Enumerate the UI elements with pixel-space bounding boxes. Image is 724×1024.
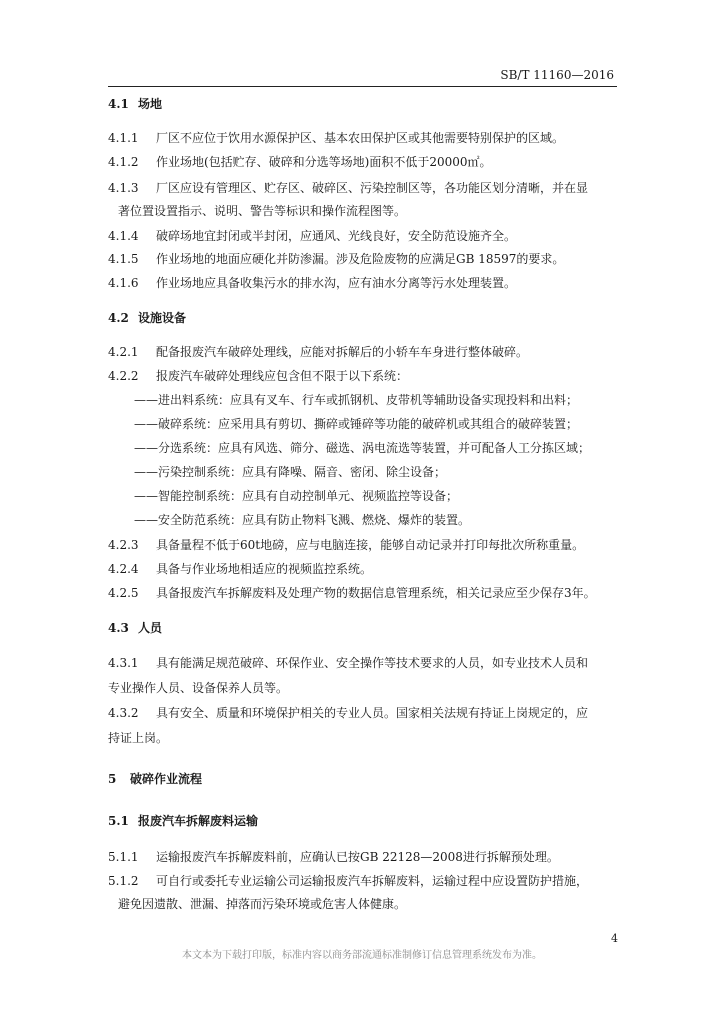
clause-continuation: 持证上岗。 [108, 731, 169, 745]
footer-note: 本文本为下载打印版，标准内容以商务部流通标准制修订信息管理系统发布为准。 [182, 950, 542, 961]
system-item: ——污染控制系统：应具有降噪、隔音、密闭、除尘设备； [134, 465, 447, 479]
system-item: ——破碎系统：应采用具有剪切、撕碎或锤碎等功能的破碎机或其组合的破碎装置； [134, 417, 579, 431]
system-item: ——分选系统：应具有风选、筛分、磁选、涡电流选等装置，并可配备人工分拣区域； [134, 441, 591, 455]
system-item: ——进出料系统：应具有叉车、行车或抓钢机、皮带机等辅助设备实现投料和出料； [134, 393, 579, 407]
clause-continuation: 专业操作人员、设备保养人员等。 [108, 681, 289, 695]
system-item: ——智能控制系统：应具有自动控制单元、视频监控等设备； [134, 489, 459, 503]
header-rule [108, 86, 617, 87]
system-item: ——安全防范系统：应具有防止物料飞溅、燃烧、爆炸的装置。 [134, 513, 471, 527]
standard-number: SB/T 11160—2016 [500, 68, 614, 82]
clause-continuation: 避免因遗散、泄漏、掉落而污染环境或危害人体健康。 [118, 897, 407, 911]
clause-continuation: 著位置设置指示、说明、警告等标识和操作流程图等。 [118, 204, 407, 218]
page-number: 4 [611, 932, 618, 945]
